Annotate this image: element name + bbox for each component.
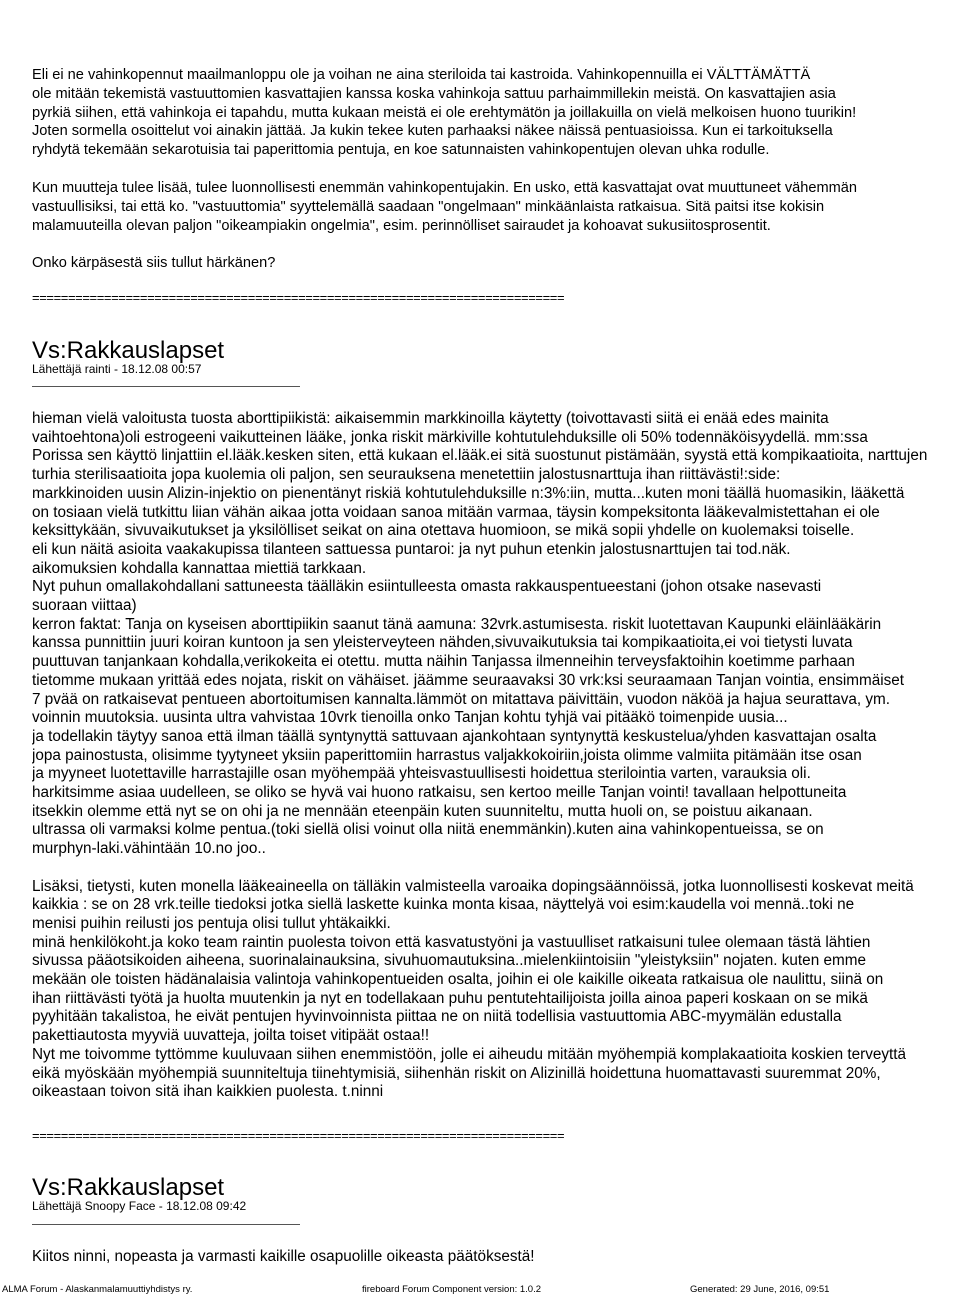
text-line: hieman vielä valoitusta tuosta aborttipiikistä: aikaisemmin markkinoilla käytetty (toivottavasti siitä ei enää edes mainita: [32, 410, 829, 427]
text-line: keksittykään, sivuvaikutukset ja yksilölliset seikat on aina otettava huomioon, se mikä sopii yhdelle on kuolemaksi toiselle.: [32, 522, 855, 540]
post-header-rule: [32, 386, 300, 387]
text-line: 7 pvää on ratkaisevat pentueen abortoitumisen kannalta.lämmöt on mitattava päivittäin, vuodon näköä ja hajua seurattava, ym.: [32, 690, 890, 708]
text-line: Kun muutteja tulee lisää, tulee luonnollisesti enemmän vahinkopentujakin. En usko, että kasvattajat ovat muuttuneet vähemmän: [32, 179, 858, 196]
text-line: Onko kärpäsestä siis tullut härkänen?: [32, 255, 276, 272]
text-line: Nyt me toivomme tyttömme kuuluvaan siihen enemmistöön, jolle ei aiheudu mitään myöhempiä komplakaatioita koskien terveyttä: [32, 1045, 907, 1063]
text-line: eikä myöskään myöhempiä suunniteltuja tiinehtymisiä, siihenhän riskit on Alizinillä hoidettuna huomattavasti suuremmat 20%,: [32, 1064, 881, 1082]
footer-generated-date: Generated: 29 June, 2016, 09:51: [690, 1284, 830, 1295]
text-line: kaikkia : se on 28 vrk.teille tiedoksi jotka siellä laskette kuinka monta kisaa, näyttelyä voi esim:kaudella voi mennä..toki ne: [32, 896, 855, 914]
text-line: Nyt puhun omallakohdallani sattuneesta täälläkin esiintulleesta omasta rakkauspentueestani (johon otsake nasevasti: [32, 578, 822, 596]
text-line: pyrkiä siihen, että vahinkoja ei tapahdu, mutta kukaan meistä ei ole erehtymätön ja joillakuilla on vielä melkoisen huono tuurikin!: [32, 104, 857, 121]
text-line: kanssa punnittiin juuri koiran kuntoon ja sen yleisterveyteen nähden,sivuvaikutuksia tai kompikaatioita,ei voi tietysti luvata: [32, 634, 853, 652]
text-line: sivussa pääotsikoiden aiheena, suorinalainauksina, sivuhuomautuksina..mielenkiintoisiin "yleistyksiin" nojaten. kuten emme: [32, 952, 866, 970]
text-line: aikomuksien kohdalla kannattaa miettiä tarkkaan.: [32, 559, 367, 577]
text-line: harkitsimme asiaa uudelleen, se oliko se hyvä vai huono ratkaisu, sen kertoo meille Tanjan vointi! tavallaan helpottuneita: [32, 784, 847, 802]
post-body: [32, 1248, 960, 1267]
intro-paragraph-3: [32, 254, 960, 273]
text-line: malamuuteilla olevan paljon "oikeampiakin ongelmia", esim. perinnölliset sairaudet ja kohoavat sukusiitosprosentit.: [32, 217, 771, 234]
post-header-rule: [32, 1224, 300, 1225]
text-line: ole mitään tekemistä vastuuttomien kasvattajien kanssa koska vahinkoja sattuu parhaimmillekin meistä. On kasvattajien asia: [32, 85, 836, 102]
text-line: mekään ole toisten hädänalaisia valintoja vahinkopentueiden osalta, joihin ei ole kaikille oikeata ratkaisua ole naulittu, siinä on: [32, 971, 884, 989]
text-line: Kiitos ninni, nopeasta ja varmasti kaikille osapuolille oikeasta päätöksestä!: [32, 1248, 535, 1265]
post-meta: Lähettäjä Snoopy Face - 18.12.08 09:42: [32, 1199, 247, 1213]
forum-print-page: [32, 0, 960, 1297]
text-line: puuttuvan tanjankaan kohdalla,verikokeita ei otettu. mutta näihin Tanjassa ilmenneihin terveysfaktoihin koetimme parhaan: [32, 653, 855, 671]
text-line: Joten sormella osoittelut voi ainakin jättää. Ja kukin tekee kuten parhaaksi näkee näissä pentuasioissa. Kun ei tarkoituksella: [32, 123, 833, 140]
post-title: Vs:Rakkauslapset: [32, 1174, 225, 1201]
text-line: on tosiaan vielä tutkittu liian vähän aikaa jotta voidaan sanoa mitään varmaa, täysin kompeksitonta lääkevalmistettahan ei ole: [32, 503, 880, 521]
post-separator: ==========================================================================: [32, 290, 565, 305]
text-line: ja todellakin täytyy sanoa että ilman täällä syntynyttä sattuvaan ajankohtaan syntynyttä keskustelua/yhden kasvattajan osalta: [32, 727, 877, 745]
text-line: minä henkilökoht.ja koko team raintin puolesta toivon että kasvatustyöni ja vastuulliset ratkaisuni tulee olemaan tästä lähtien: [32, 933, 871, 951]
text-line: ryhdytä tekemään sekarotuisia tai paperittomia pentuja, en koe satunnaisten vahinkopentujen olevan uhka rodulle.: [32, 142, 770, 159]
text-line: kerron faktat: Tanja on kyseisen aborttipiikin saanut tänä aamuna: 32vrk.astumisesta. riskit luotettavan Kaupunki eläinlääkärin: [32, 615, 882, 633]
post-title: Vs:Rakkauslapset: [32, 337, 225, 364]
text-line: vastuullisiksi, tai että ko. "vastuuttomia" syyttelemällä saadaan "ongelmaan" minkäänlaista ratkaisua. Sitä paitsi itse kokisin: [32, 198, 825, 215]
text-line: pakettiautosta myyviä uuvatteja, joilta toiset vitipäät ostaa!!: [32, 1027, 430, 1045]
post-meta: Lähettäjä rainti - 18.12.08 00:57: [32, 362, 202, 376]
text-line: voinnin muutoksia. uusinta ultra vahvistaa 10vrk tienoilla onko Tanjan kohtu tyhjä vai pitääkö toimenpide uusia...: [32, 709, 788, 727]
text-line: Eli ei ne vahinkopennut maailmanloppu ole ja voihan ne aina steriloida tai kastroida. Vahinkopennuilla ei VÄLTTÄMÄTTÄ: [32, 67, 811, 83]
text-line: pyyhitään takalistoa, he eivät pentujen hyvinvoinnista piittaa ne on niitä todellisia vastuuttomia ABC-myymälän edustalla: [32, 1008, 842, 1026]
text-line: vaihtoehtona)oli estrogeeni vaikutteinen lääke, jonka riskit märkiville kohtutulehduksille oli 50% todennäköisyydellä. mm:ssa: [32, 428, 868, 446]
intro-paragraph-1: [32, 66, 960, 160]
text-line: Porissa sen käyttö linjattiin el.lääk.kesken siten, että kukaan el.lääk.ei sitä suostunut pistämään, syystä että kompikaatioita, narttujen: [32, 447, 928, 465]
text-line: murphyn-laki.vähintään 10.no joo..: [32, 840, 266, 858]
footer-component-version: fireboard Forum Component version: 1.0.2: [362, 1284, 542, 1295]
paragraph-gap: [32, 859, 960, 878]
text-line: tietomme mukaan yrittää edes nojata, riskit on vähäiset. jäämme seuraavaksi 30 vrk:ksi seuraamaan Tanjan vointia, ensimmäiset: [32, 671, 905, 689]
text-line: ihan riittävästi työtä ja huolta muutenkin ja nyt en todellakaan puhu pentutehtailijoista joilla ainoa paperi koskaan on se mikä: [32, 989, 868, 1007]
text-line: markkinoiden uusin Alizin-injektio on pienentänyt riskiä kohtutulehduksille n:3%:iin, mutta...kuten moni täällä huomasikin, lääkettä: [32, 484, 905, 502]
intro-paragraph-2: [32, 179, 960, 235]
text-line: ja myyneet luotettaville harrastajille osan myöhempää yhteisvastuullisesti hoidettua sterilointia varten, varauksia oli.: [32, 765, 811, 783]
text-line: oikeastaan toivon sitä ihan kaikkien puolesta. t.ninni: [32, 1083, 384, 1101]
text-line: suoraan viittaa): [32, 597, 137, 615]
text-line: menisi puihin reilusti jos pentuja olisi tullut yhtäkaikki.: [32, 914, 391, 932]
previous-post-text: [32, 66, 960, 292]
post-body: [32, 410, 960, 1102]
text-line: itsekkin olemme että nyt se on ohi ja ne mennään eteenpäin kuten suunniteltu, mutta huoli on, se poistuu aikanaan.: [32, 802, 813, 820]
text-line: Lisäksi, tietysti, kuten monella lääkeaineella on tälläkin valmisteella varoaika dopingsäännöissä, jotka luonnollisesti koskevat meitä: [32, 877, 914, 895]
text-line: jopa painostusta, olisimme tyytyneet yksiin paperittomiin harrastus valjakkokoiriin,joista olimme valmiita pitämään itse osan: [32, 746, 862, 764]
text-line: turhia sterilisaatioita jopa kuolemia oli paljon, sen seurauksena menetettiin jalostusnarttuja ihan riittävästi!:side:: [32, 466, 781, 484]
text-line: eli kun näitä asioita vaakakupissa tilanteen sattuessa puntaroi: ja nyt puhun etenkin jalostusnarttujen tai tod.näk.: [32, 540, 791, 558]
text-line: ultrassa oli varmaksi kolme pentua.(toki siellä olisi voinut olla niitä enemmänkin).kuten aina vahinkopentueissa, se on: [32, 821, 824, 839]
footer-forum-name: ALMA Forum - Alaskanmalamuuttiyhdistys ry.: [2, 1284, 193, 1295]
post-separator: ==========================================================================: [32, 1128, 565, 1143]
